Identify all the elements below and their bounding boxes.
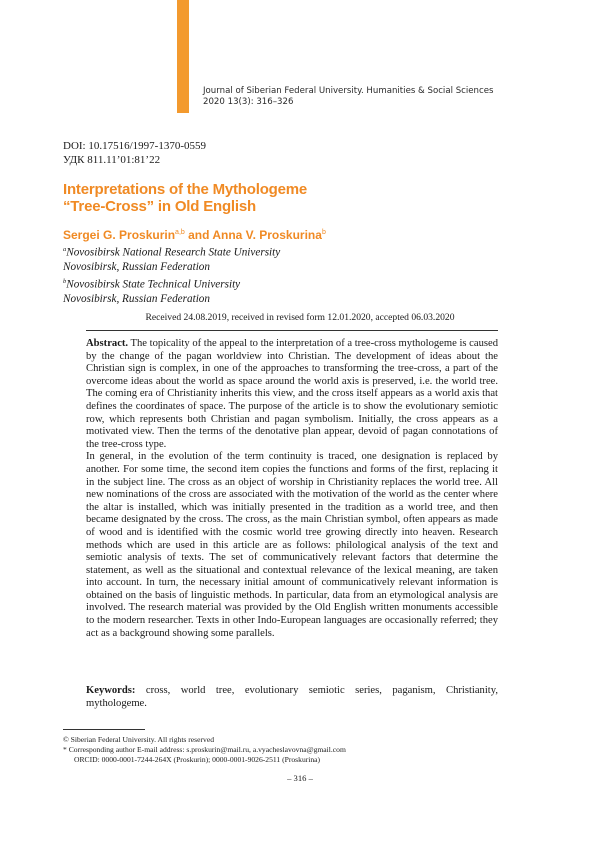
abstract-top-rule [86,330,498,331]
udk-code: УДК 811.11’01:81’22 [63,154,161,166]
author-1-affil: a,b [175,229,185,236]
author-1: Sergei G. Proskurin [63,228,176,242]
affil-marker: b [63,277,67,285]
doi[interactable]: DOI: 10.17516/1997-1370-0559 [63,140,206,152]
author-2-affil: b [321,229,326,236]
copyright: © Siberian Federal University. All rights reserved [63,735,214,744]
affil-marker: a [63,246,67,253]
affiliation-line [63,292,280,307]
keywords-text: cross, world tree, evolutionary semiotic series, paganism, Christianity, mythologeme. [86,685,498,709]
journal-issue: 2020 13(3): 316–326 [203,97,294,107]
footnote-rule [63,729,145,730]
orcid: ORCID: 0000-0001-7244-264X (Proskurin); 0000-0001-9026-2511 (Proskurina) [74,755,321,764]
abstract-label: Abstract. [86,338,129,349]
accent-bar [177,0,189,113]
author-2: Anna V. Proskurina [212,228,322,242]
journal-header [203,86,494,108]
affil-text: Novosibirsk National Research State University [66,246,281,259]
footnotes [63,735,346,765]
affiliation-line [63,275,280,292]
authors [63,226,326,242]
abstract-paragraph-1 [86,338,498,451]
article-meta [63,139,206,167]
page-number: – 316 – [287,773,313,783]
affil-text: Novosibirsk State Technical University [66,278,241,291]
corresponding-author: * Corresponding author E-mail address: s.proskurin@mail.ru, a.vyacheslavovna@gmail.com [63,745,346,754]
affil-text: Novosibirsk, Russian Federation [63,261,210,274]
title-line-1: Interpretations of the Mythologeme [63,181,308,198]
keywords-label: Keywords: [86,685,136,696]
keywords [86,685,498,710]
affil-text: Novosibirsk, Russian Federation [63,292,210,305]
article-title [63,181,443,215]
affiliation-line [63,260,280,275]
abstract-paragraph-2: In general, in the evolution of the term continuity is traced, one designation is replaced by another. For some time, the second item copies the functions and forms of the first, replacing it in the subject line. The cross as an object of worship in Christianity replaces the world tree. All new nominations of the cross are associated with the motivation of the world as the center where the altar is installed, which was initially presented in the tradition as a world tree, and then became designated by the cross. The cross, as the main Christian symbol, often appears as made of wood and is identified with the cosmic world tree growing directly into heaven. Research methods which are used in this article are as follows: philological analysis of the text and semiotic analysis of texts. The set of communicatively relevant factors that determine the statement, as well as the situational and contextual relevance of the lexical meaning, are taken into account. In turn, the necessary initial amount of communicatively relevant information is obtained on the basis of linguistic methods. In particular, data from an etymological analysis are involved. The research material was provided by the Old English written monuments accessible to the modern researcher. Texts in other Indo-European languages are occasionally referred; they act as a background showing some parallels. [86,451,498,639]
affiliation-line [63,243,280,260]
author-conjunction: and [184,228,213,242]
affiliations [63,243,280,306]
title-line-2: “Tree-Cross” in Old English [63,198,256,215]
received-dates: Received 24.08.2019, received in revised form 12.01.2020, accepted 06.03.2020 [145,312,455,323]
abstract-text-1: The topicality of the appeal to the interpretation of a tree-cross mythologeme is caused by the change of the pagan worldview into Christian. The development of ideas about the Christian sign is complex, in one of the approaches to transforming the tree-cross, a part of the overcome ideas about the world as space around the world axis is preserved, i.e. the world tree. The coming era of Christianity inherits this view, and the cross itself appears as a world axis that defines the coordinates of space. The purpose of the article is to show the evolutionary semiotic row, which represents both Christian and pagan symbolism. Initially, the cross appears as a motivated view. Then the terms of the denotative plan appear, devoid of pagan connotations of the tree-cross type. [86,338,498,450]
abstract [86,338,498,640]
journal-title: Journal of Siberian Federal University. Humanities & Social Sciences [203,86,494,96]
